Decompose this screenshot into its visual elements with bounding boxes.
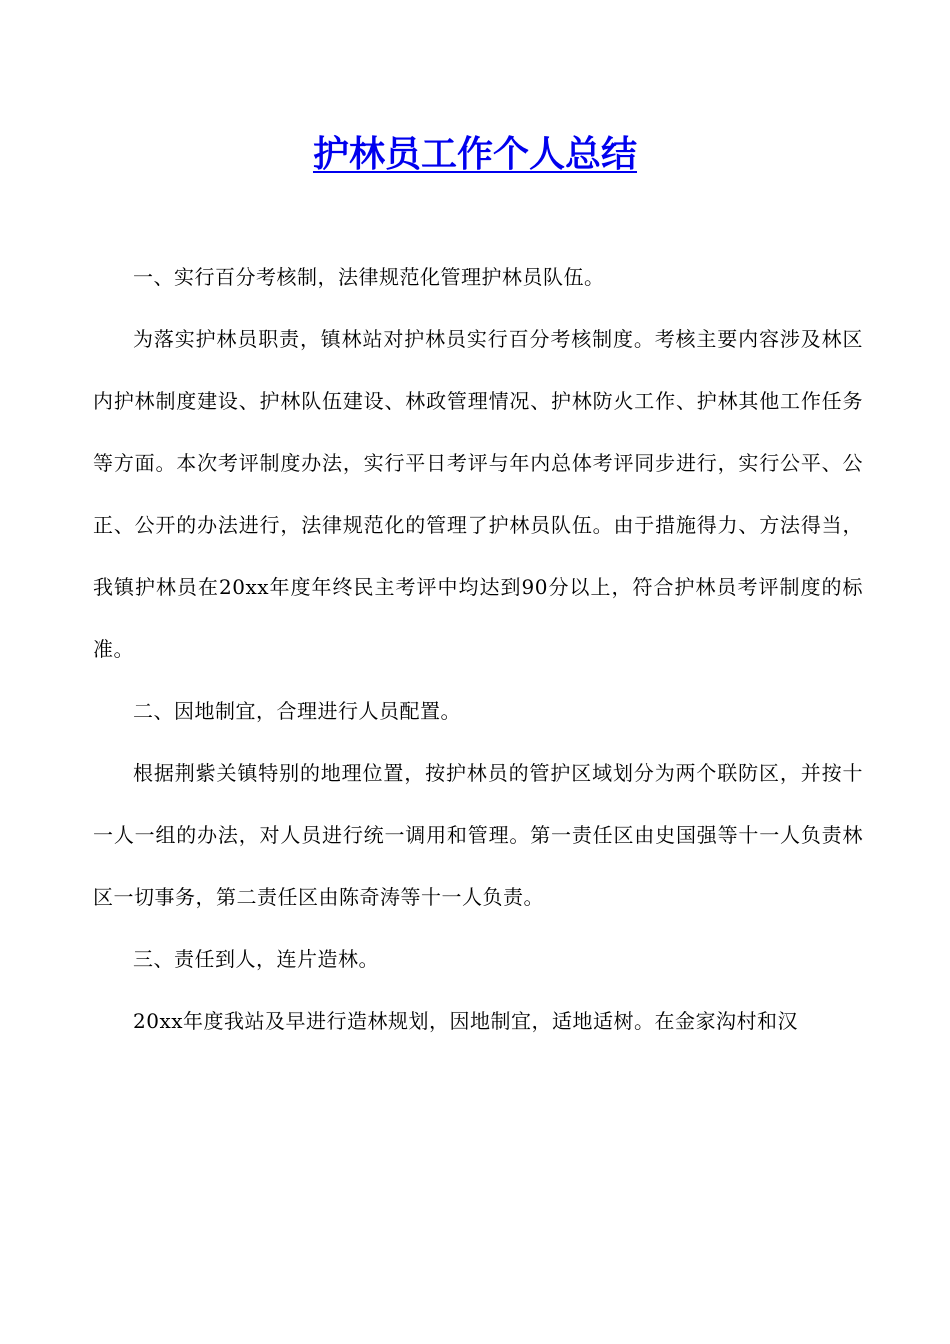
document-body bbox=[93, 246, 863, 1052]
paragraph-1: 为落实护林员职责，镇林站对护林员实行百分考核制度。考核主要内容涉及林区内护林制度建设、护林队伍建设、林政管理情况、护林防火工作、护林其他工作任务等方面。本次考评制度办法，实行平日考评与年内总体考评同步进行，实行公平、公正、公开的办法进行，法律规范化的管理了护林员队伍。由于措施得力、方法得当，我镇护林员在20xx年度年终民主考评中均达到90分以上，符合护林员考评制度的标准。 bbox=[93, 327, 863, 661]
document-title-link[interactable]: 护林员工作个人总结 bbox=[312, 134, 637, 175]
document-title bbox=[0, 128, 950, 182]
section-heading-1: 一、实行百分考核制，法律规范化管理护林员队伍。 bbox=[133, 265, 605, 289]
section-heading-3: 三、责任到人，连片造林。 bbox=[133, 947, 379, 971]
paragraph-2: 根据荆紫关镇特别的地理位置，按护林员的管护区域划分为两个联防区，并按十一人一组的办法，对人员进行统一调用和管理。第一责任区由史国强等十一人负责林区一切事务，第二责任区由陈奇涛等十一人负责。 bbox=[93, 761, 863, 909]
paragraph-3: 20xx年度我站及早进行造林规划，因地制宜，适地适树。在金家沟村和汉 bbox=[133, 1009, 799, 1033]
section-heading-2: 二、因地制宜，合理进行人员配置。 bbox=[133, 699, 461, 723]
